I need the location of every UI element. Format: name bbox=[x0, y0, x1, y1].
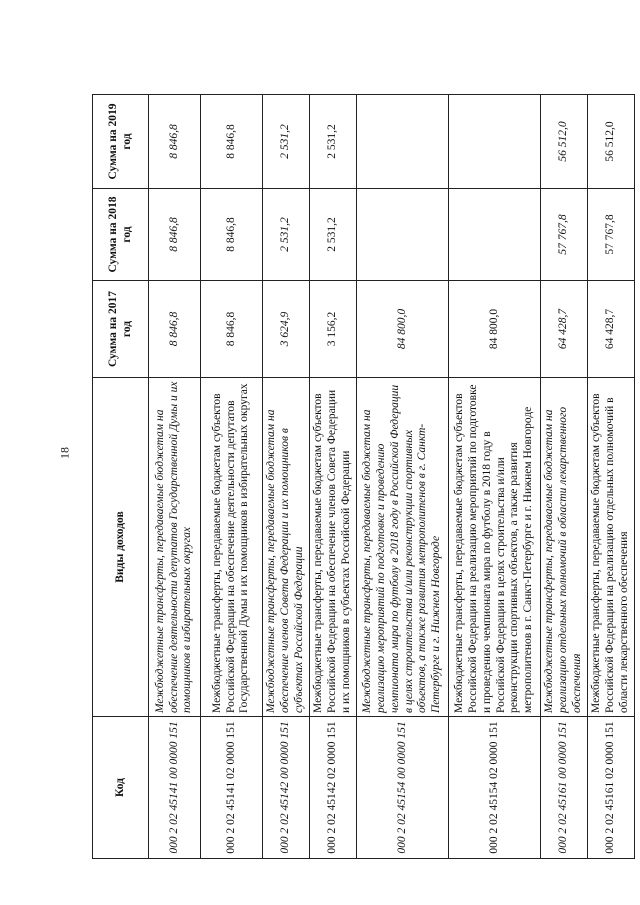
header-sum-2018: Сумма на 2018 год bbox=[93, 189, 149, 281]
table-row bbox=[201, 95, 263, 859]
code-cell: 000 2 02 45154 00 0000 151 bbox=[357, 717, 449, 859]
header-sum-2017: Сумма на 2017 год bbox=[93, 281, 149, 378]
sum-2018-cell: 57 767,8 bbox=[541, 189, 588, 281]
table-header-row bbox=[93, 95, 149, 859]
sum-2019-cell bbox=[357, 95, 449, 189]
table-row bbox=[357, 95, 449, 859]
sum-2017-cell: 3 624,9 bbox=[263, 281, 310, 378]
sum-2017-cell: 84 800,0 bbox=[357, 281, 449, 378]
description-cell: Межбюджетные трансферты, передаваемые бюджетам субъектов Российской Федерации на реализацию отдельных полномочий в области лекарственного обеспечения bbox=[588, 378, 635, 717]
sum-2017-cell: 64 428,7 bbox=[588, 281, 635, 378]
code-cell: 000 2 02 45161 00 0000 151 bbox=[541, 717, 588, 859]
sum-2019-cell: 8 846,8 bbox=[201, 95, 263, 189]
header-revenue-type: Виды доходов bbox=[93, 378, 149, 717]
code-cell: 000 2 02 45141 00 0000 151 bbox=[149, 717, 201, 859]
table-row bbox=[310, 95, 357, 859]
sum-2019-cell: 56 512,0 bbox=[541, 95, 588, 189]
sum-2017-cell: 8 846,8 bbox=[149, 281, 201, 378]
description-cell: Межбюджетные трансферты, передаваемые бюджетам на обеспечение членов Совета Федерации и их помощников в субъектах Российской Федерации bbox=[263, 378, 310, 717]
sum-2018-cell: 2 531,2 bbox=[310, 189, 357, 281]
table-row bbox=[263, 95, 310, 859]
sum-2017-cell: 64 428,7 bbox=[541, 281, 588, 378]
sum-2018-cell: 2 531,2 bbox=[263, 189, 310, 281]
table-row bbox=[149, 95, 201, 859]
sum-2019-cell: 8 846,8 bbox=[149, 95, 201, 189]
table-row bbox=[588, 95, 635, 859]
code-cell: 000 2 02 45154 02 0000 151 bbox=[449, 717, 541, 859]
revenue-table bbox=[92, 94, 635, 859]
sum-2019-cell: 2 531,2 bbox=[310, 95, 357, 189]
table-row bbox=[541, 95, 588, 859]
sum-2018-cell: 8 846,8 bbox=[201, 189, 263, 281]
description-cell: Межбюджетные трансферты, передаваемые бюджетам на обеспечение деятельности депутатов Государственной Думы и их помощников в избирательных округах bbox=[149, 378, 201, 717]
description-cell: Межбюджетные трансферты, передаваемые бюджетам субъектов Российской Федерации на обеспечение деятельности депутатов Государственной Думы и их помощников в избирательных округах bbox=[201, 378, 263, 717]
sum-2019-cell: 56 512,0 bbox=[588, 95, 635, 189]
sum-2019-cell bbox=[449, 95, 541, 189]
description-cell: Межбюджетные трансферты, передаваемые бюджетам субъектов Российской Федерации на обеспечение членов Совета Федерации и их помощников в субъектах Российской Федерации bbox=[310, 378, 357, 717]
sum-2018-cell: 57 767,8 bbox=[588, 189, 635, 281]
sum-2018-cell bbox=[357, 189, 449, 281]
code-cell: 000 2 02 45142 00 0000 151 bbox=[263, 717, 310, 859]
table-row bbox=[449, 95, 541, 859]
sum-2019-cell: 2 531,2 bbox=[263, 95, 310, 189]
code-cell: 000 2 02 45141 02 0000 151 bbox=[201, 717, 263, 859]
sum-2017-cell: 84 800,0 bbox=[449, 281, 541, 378]
page-number: 18 bbox=[57, 447, 72, 459]
description-cell: Межбюджетные трансферты, передаваемые бюджетам на реализацию отдельных полномочий в области лекарственного обеспечения bbox=[541, 378, 588, 717]
sum-2017-cell: 8 846,8 bbox=[201, 281, 263, 378]
sum-2017-cell: 3 156,2 bbox=[310, 281, 357, 378]
code-cell: 000 2 02 45161 02 0000 151 bbox=[588, 717, 635, 859]
sum-2018-cell: 8 846,8 bbox=[149, 189, 201, 281]
description-cell: Межбюджетные трансферты, передаваемые бюджетам на реализацию мероприятий по подготовке и проведению чемпионата мира по футболу в 2018 году в Российской Федерации в целях строительства и/или реконструкции спортивных объектов, а также развития метрополитенов в г. Санкт-Петербурге и г. Нижнем Новгороде bbox=[357, 378, 449, 717]
description-cell: Межбюджетные трансферты, передаваемые бюджетам субъектов Российской Федерации на реализацию мероприятий по подготовке и проведению чемпионата мира по футболу в 2018 году в Российской Федерации в целях строительства и/или реконструкции спортивных объектов, а также развития метрополитенов в г. Санкт-Петербурге и г. Нижнем Новгороде bbox=[449, 378, 541, 717]
sum-2018-cell bbox=[449, 189, 541, 281]
header-sum-2019: Сумма на 2019 год bbox=[93, 95, 149, 189]
code-cell: 000 2 02 45142 02 0000 151 bbox=[310, 717, 357, 859]
header-code: Код bbox=[93, 717, 149, 859]
